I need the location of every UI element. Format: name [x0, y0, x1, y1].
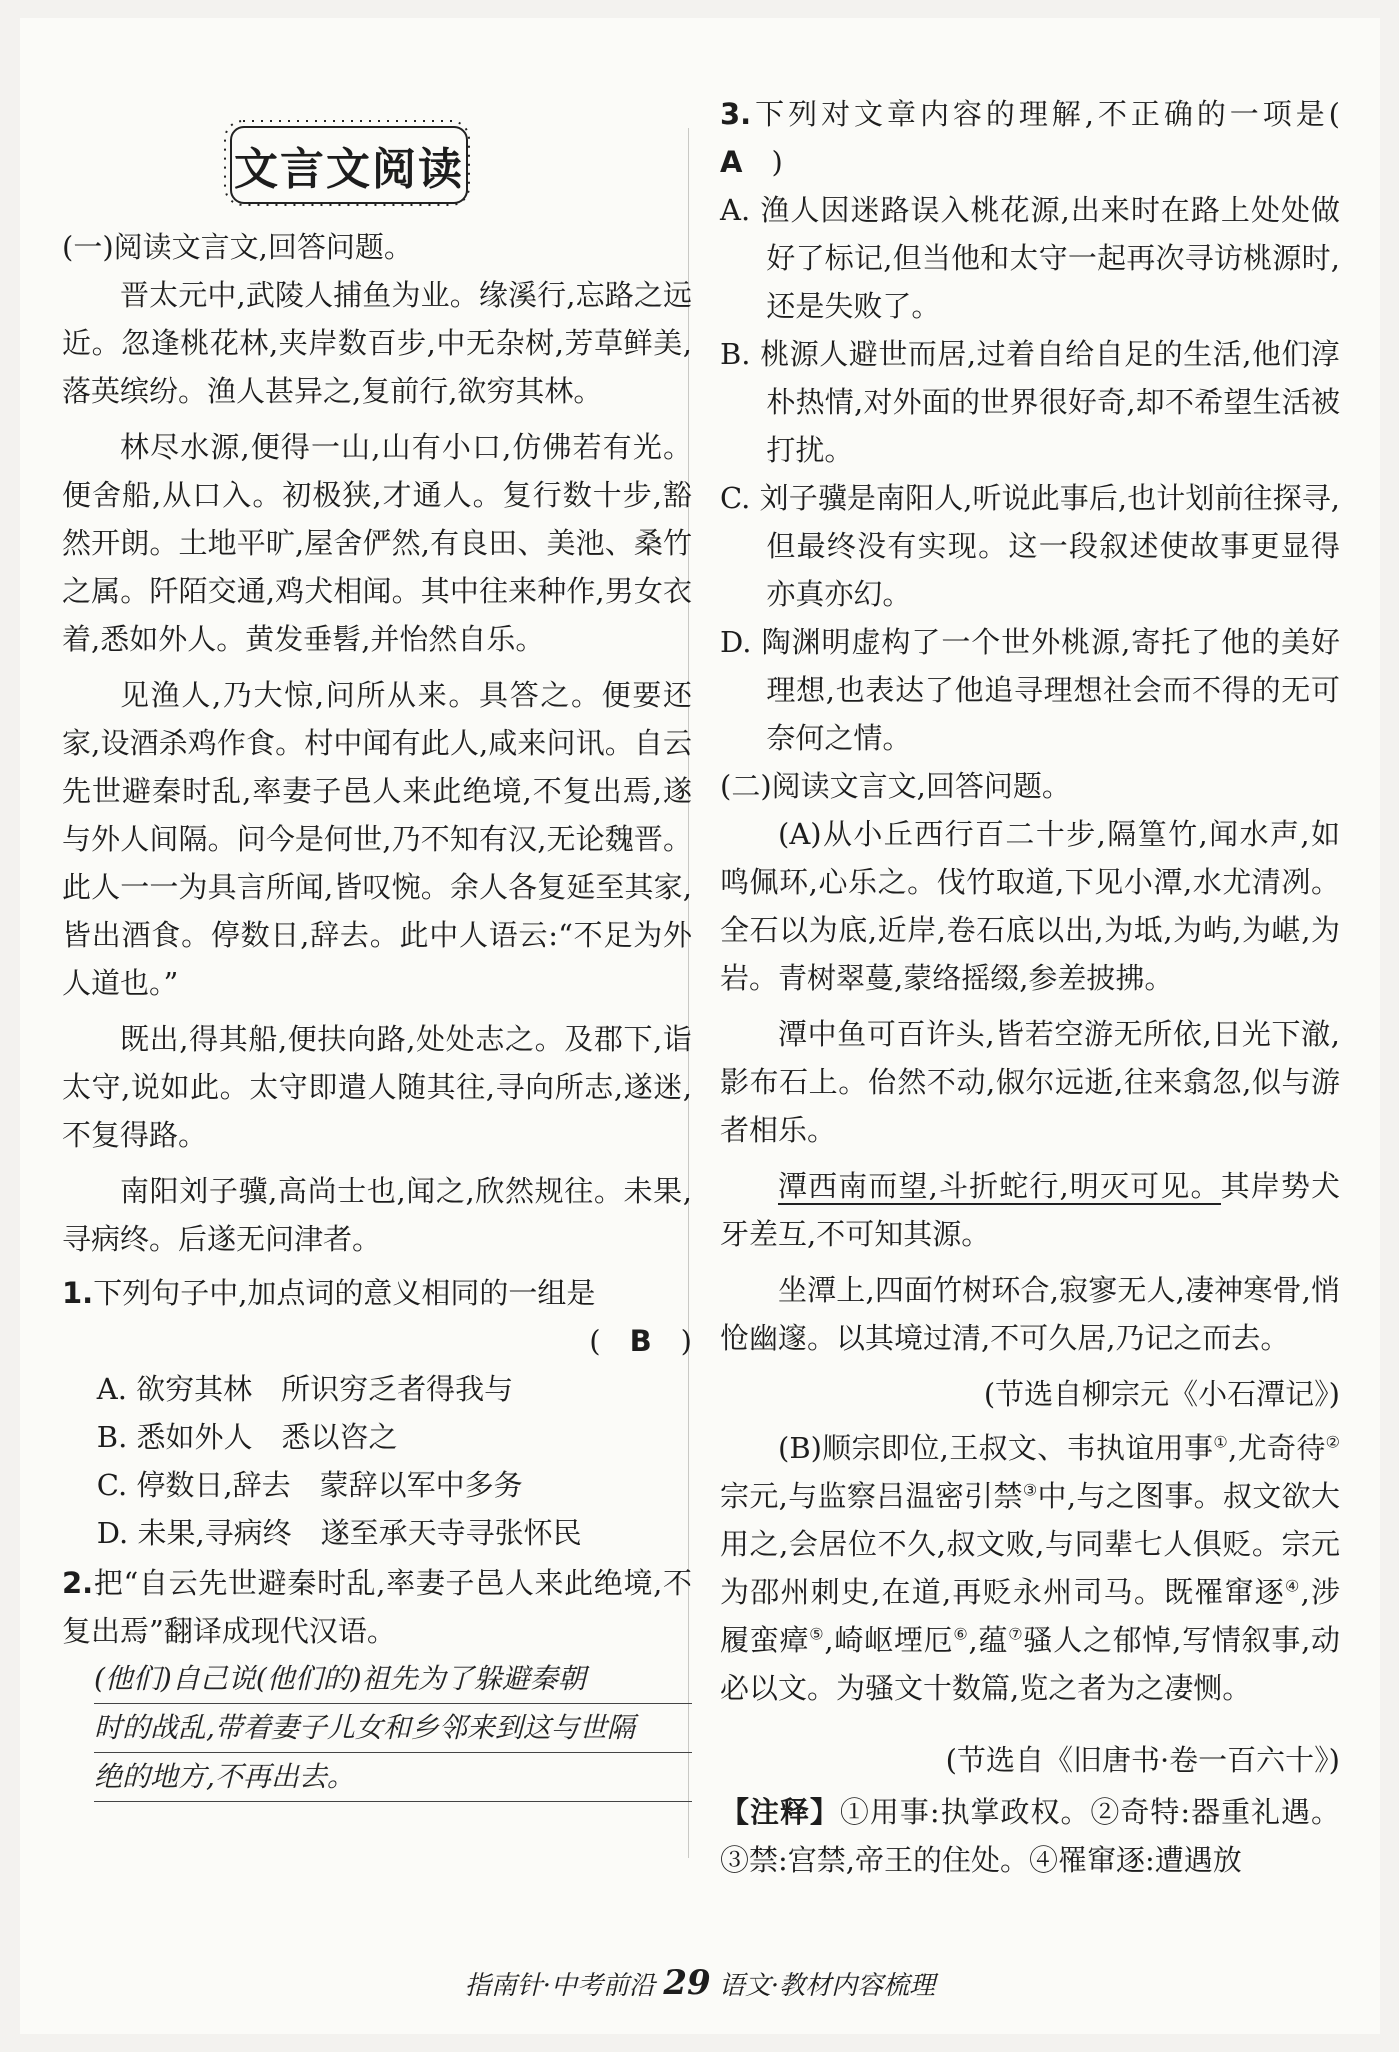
question-1: 1.下列句子中,加点词的意义相同的一组是 ( B ) A. 欲穷其林 所识穷乏者得我与 B. 悉如外人 悉以咨之 C. 停数日,辞去 蒙辞以军中多务 D. 未果,寻病终 遂至承天寺寻张怀民 [62, 1269, 692, 1557]
passage-paragraph: 潭中鱼可百许头,皆若空游无所依,日光下澈,影布石上。佁然不动,俶尔远逝,往来翕忽,似与游者相乐。 [720, 1017, 1340, 1147]
notes [720, 1788, 1340, 1884]
answer-choice[interactable]: B [629, 1324, 652, 1358]
question-number: 3. [720, 97, 752, 131]
option-a[interactable]: A. 渔人因迷路误入桃花源,出来时在路上处处做好了标记,但当他和太守一起再次寻访桃源时,还是失败了。 [720, 193, 1340, 323]
page-title: 文言文阅读 [230, 126, 468, 204]
title-badge [222, 118, 472, 208]
footnote-mark: ④ [1284, 1576, 1301, 1596]
question-text: 把“自云先世避秦时乱,率妻子邑人来此绝境,不复出焉”翻译成现代汉语。 [62, 1566, 692, 1648]
option-b[interactable]: B. 桃源人避世而居,过着自给自足的生活,他们淳朴热情,对外面的世界很好奇,却不希望生活被打扰。 [720, 337, 1340, 467]
handwritten-answer-line: (他们)自己说(他们的)祖先为了躲避秦朝 [94, 1655, 692, 1704]
footnote-mark: ⑤ [809, 1624, 825, 1644]
question-text: 下列对文章内容的理解,不正确的一项是 [751, 97, 1329, 131]
passage-paragraph: 林尽水源,便得一山,山有小口,仿佛若有光。便舍船,从口入。初极狭,才通人。复行数十步,豁然开朗。土地平旷,屋舍俨然,有良田、美池、桑竹之属。阡陌交通,鸡犬相闻。其中往来种作,男女衣着,悉如外人。黄发垂髫,并怡然自乐。 [62, 430, 692, 656]
footnote-mark: ② [1325, 1432, 1341, 1452]
passage-paragraph: (A)从小丘西行百二十步,隔篁竹,闻水声,如鸣佩环,心乐之。伐竹取道,下见小潭,水尤清冽。全石以为底,近岸,卷石底以出,为坻,为屿,为嵁,为岩。青树翠蔓,蒙络摇缀,参差披拂。 [720, 817, 1340, 995]
option-a[interactable]: A. 欲穷其林 所识穷乏者得我与 [96, 1372, 514, 1406]
footer-publication: 指南针·中考前沿 [464, 1971, 656, 2001]
footnote-mark: ⑦ [1008, 1624, 1024, 1644]
footnote-mark: ③ [1022, 1480, 1038, 1500]
passage-paragraph: 坐潭上,四面竹树环合,寂寥无人,凄神寒骨,悄怆幽邃。以其境过清,不可久居,乃记之而去。 [720, 1273, 1340, 1355]
underlined-sentence: 潭西南而望,斗折蛇行,明灭可见。 [778, 1169, 1221, 1203]
question-2 [62, 1559, 692, 1802]
handwritten-answer-line: 时的战乱,带着妻子儿女和乡邻来到这与世隔 [94, 1704, 692, 1753]
question-text: 下列句子中,加点词的意义相同的一组是 [93, 1276, 596, 1310]
page-number: 29 [663, 1963, 711, 2003]
answer-choice[interactable]: A [720, 145, 743, 179]
option-c[interactable]: C. 停数日,辞去 蒙辞以军中多务 [96, 1468, 523, 1502]
section-1 [62, 223, 692, 1802]
footnote-mark: ① [1213, 1432, 1229, 1452]
handwritten-answer-line: 绝的地方,不再出去。 [94, 1753, 692, 1802]
option-d[interactable]: D. 陶渊明虚构了一个世外桃源,寄托了他的美好理想,也表达了他追寻理想社会而不得的无可奈何之情。 [720, 625, 1340, 755]
notes-label: 【注释】 [720, 1795, 840, 1829]
passage-paragraph: 既出,得其船,便扶向路,处处志之。及郡下,诣太守,说如此。太守即遣人随其往,寻向所志,遂迷,不复得路。 [62, 1022, 692, 1152]
passage-b: (B)顺宗即位,王叔文、韦执谊用事①,尤奇待②宗元,与监察吕温密引禁③中,与之图事。叔文欲大用之,会居位不久,叔文败,与同辈七人俱贬。宗元为邵州刺史,在道,再贬永州司马。既罹窜逐④,涉履蛮瘴⑤,崎岖堙厄⑥,蕴⑦骚人之郁悼,写情叙事,动必以文。为骚文十数篇,览之者为之凄恻。 [720, 1431, 1341, 1705]
footer-section: 语文·教材内容梳理 [718, 1971, 936, 2001]
passage-paragraph: 南阳刘子骥,高尚士也,闻之,欣然规往。未果,寻病终。后遂无问津者。 [62, 1174, 692, 1256]
option-b[interactable]: B. 悉如外人 悉以咨之 [96, 1420, 398, 1454]
option-d[interactable]: D. 未果,寻病终 遂至承天寺寻张怀民 [96, 1516, 582, 1550]
notes-text: ①用事:执掌政权。②奇特:器重礼遇。③禁:宫禁,帝王的住处。④罹窜逐:遭遇放 [720, 1795, 1340, 1877]
passage-source: (节选自柳宗元《小石潭记》) [983, 1377, 1340, 1411]
question-3: 3.下列对文章内容的理解,不正确的一项是( A ) A. 渔人因迷路误入桃花源,出来时在路上处处做好了标记,但当他和太守一起再次寻访桃源时,还是失败了。 B. 桃源人避世而居,过着自给自足的生活,他们淳朴热情,对外面的世界很好奇,却不希望生活被打扰。 C. 刘子骥是南阳人,听说此事后,也计划前往探寻,但最终没有实现。这一段叙述使故事更显得亦真亦幻。 D. 陶渊明虚构了一个世外桃源,寄托了他的美好理想,也表达了他追寻理想社会而不得的无可奈何之情。 (二)阅读文言文,回答问题。 (A)从小丘西行百二十步,隔篁竹,闻水声,如鸣佩环,心乐之。伐竹取道,下见小潭,水尤清冽。全石以为底,近岸,卷石底以出,为坻,为屿,为嵁,为岩。青树翠蔓,蒙络摇缀,参差披拂。 潭中鱼可百许头,皆若空游无所依,日光下澈,影布石上。佁然不动,俶尔远逝,往来翕忽,似与游者相乐。 潭西南而望,斗折蛇行,明灭可见。其岸势犬牙差互,不可知其源。 坐潭上,四面竹树环合,寂寥无人,凄神寒骨,悄怆幽邃。以其境过清,不可久居,乃记之而去。 (节选自柳宗元《小石潭记》) (B)顺宗即位,王叔文、韦执谊用事①,尤奇待②宗元,与监察吕温密引禁③中,与之图事。叔文欲大用之,会居位不久,叔文败,与同辈七人俱贬。宗元为邵州刺史,在道,再贬永州司马。既罹窜逐④,涉履蛮瘴⑤,崎岖堙厄⑥,蕴⑦骚人之郁悼,写情叙事,动必以文。为骚文十数篇,览之者为之凄恻。 (节选自《旧唐书·卷一百六十》) 【注释】①用事:执掌政权。②奇特:器重礼遇。③禁:宫禁,帝王的住处。④罹窜逐:遭遇放 [720, 90, 1340, 1884]
option-c[interactable]: C. 刘子骥是南阳人,听说此事后,也计划前往探寻,但最终没有实现。这一段叙述使故事更显得亦真亦幻。 [720, 481, 1340, 611]
passage-paragraph: 晋太元中,武陵人捕鱼为业。缘溪行,忘路之远近。忽逢桃花林,夹岸数百步,中无杂树,芳草鲜美,落英缤纷。渔人甚异之,复前行,欲穷其林。 [62, 278, 692, 408]
passage-source: (节选自《旧唐书·卷一百六十》) [945, 1743, 1340, 1777]
question-number: 1. [62, 1276, 94, 1310]
question-number: 2. [62, 1566, 94, 1600]
section-1-heading: (一)阅读文言文,回答问题。 [62, 230, 413, 264]
page-footer [20, 1963, 1380, 2003]
section-2-heading: (二)阅读文言文,回答问题。 [720, 769, 1071, 803]
passage-paragraph: 潭西南而望,斗折蛇行,明灭可见。其岸势犬牙差互,不可知其源。 [720, 1169, 1340, 1251]
footnote-mark: ⑥ [953, 1624, 969, 1644]
answer-area[interactable] [62, 1655, 692, 1802]
passage-paragraph: 见渔人,乃大惊,问所从来。具答之。便要还家,设酒杀鸡作食。村中闻有此人,咸来问讯。自云先世避秦时乱,率妻子邑人来此绝境,不复出焉,遂与外人间隔。问今是何世,乃不知有汉,无论魏晋。此人一一为具言所闻,皆叹惋。余人各复延至其家,皆出酒食。停数日,辞去。此中人语云:“不足为外人道也。” [62, 678, 692, 1000]
section-2 [720, 762, 1340, 1884]
page [20, 18, 1380, 2034]
